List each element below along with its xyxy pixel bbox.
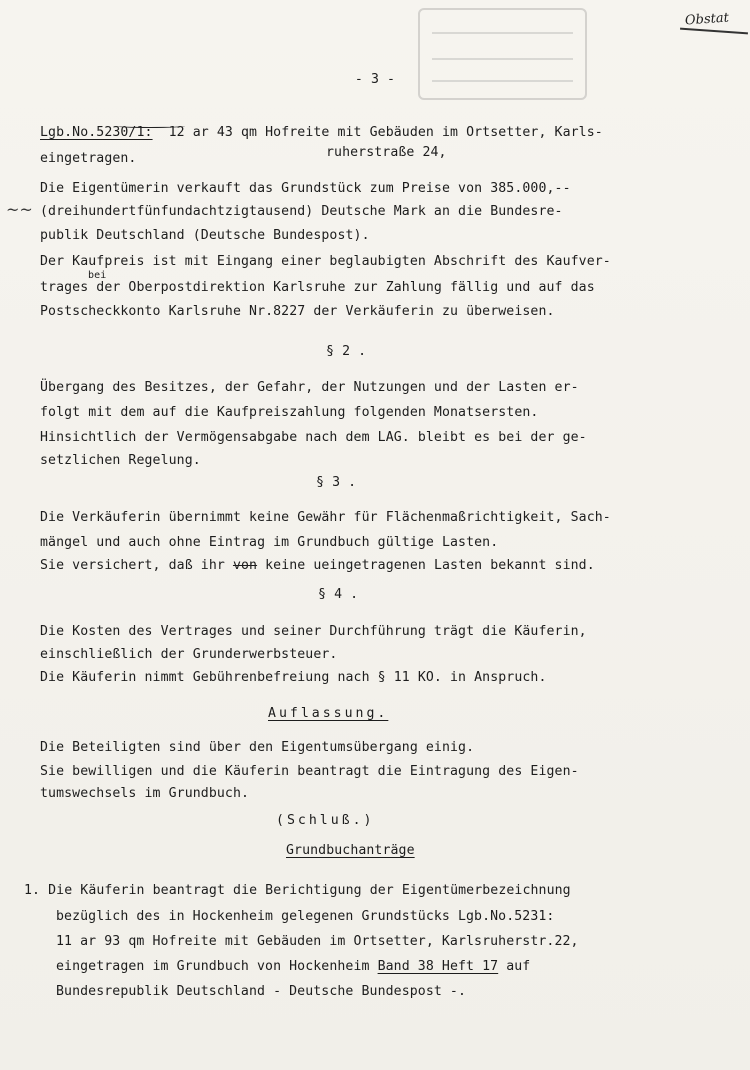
line-auf-3: tumswechsels im Grundbuch. (40, 786, 250, 801)
auflassung-heading: Auflassung. (268, 706, 389, 721)
line-s4-3: Die Käuferin nimmt Gebührenbefreiung nach § 11 KO. in Anspruch. (40, 670, 547, 685)
line-antrag-4: eingetragen im Grundbuch von Hockenheim Band 38 Heft 17 auf (56, 959, 531, 974)
line-auf-1: Die Beteiligten sind über den Eigentumsübergang einig. (40, 740, 475, 755)
line-payment-2: trages der Oberpostdirektion Karlsruhe zur Zahlung fällig und auf das (40, 280, 595, 295)
line-auf-2: Sie bewilligen und die Käuferin beantragt die Eintragung des Eigen- (40, 764, 579, 779)
line-s2-1: Übergang des Besitzes, der Gefahr, der Nutzungen und der Lasten er- (40, 380, 579, 395)
faint-top-scrawl (200, 2, 430, 22)
line-address: ruherstraße 24, (326, 145, 447, 160)
line-s4-1: Die Kosten des Vertrages und seiner Durchführung trägt die Käuferin, (40, 624, 587, 639)
schluss-marker: (Schluß.) (276, 813, 375, 828)
line-s3-2: mängel und auch ohne Eintrag im Grundbuch gültige Lasten. (40, 535, 499, 550)
line-price: Die Eigentümerin verkauft das Grundstück zum Preise von 385.000,-- (40, 181, 571, 196)
section-3-heading: § 3 . (316, 475, 357, 490)
line-eingetragen: eingetragen. (40, 151, 137, 166)
annotation-underline (680, 28, 748, 35)
handwritten-annotation: Obstat (684, 10, 730, 29)
line-payment-1: Der Kaufpreis ist mit Eingang einer beglaubigten Abschrift des Kaufver- (40, 254, 611, 269)
line-s2-2: folgt mit dem auf die Kaufpreiszahlung folgenden Monatsersten. (40, 405, 539, 420)
line-buyer: publik Deutschland (Deutsche Bundespost). (40, 228, 370, 243)
handwritten-underline-mark (115, 124, 185, 128)
line-price-words: (dreihundertfünfundachtzigtausend) Deutsche Mark an die Bundesre- (40, 204, 563, 219)
line-s2-4: setzlichen Regelung. (40, 453, 201, 468)
line-s3-1: Die Verkäuferin übernimmt keine Gewähr für Flächenmaßrichtigkeit, Sach- (40, 510, 611, 525)
line-s2-3: Hinsichtlich der Vermögensabgabe nach dem LAG. bleibt es bei der ge- (40, 430, 587, 445)
lgb-reference: Lgb.No.5230/1: (40, 125, 153, 140)
reverse-side-bleed-through (330, 95, 740, 815)
line-payment-3: Postscheckkonto Karlsruhe Nr.8227 der Verkäuferin zu überweisen. (40, 304, 555, 319)
line-lgb-5230: Lgb.No.5230/1: 12 ar 43 qm Hofreite mit Gebäuden im Ortsetter, Karls- (40, 125, 603, 140)
grundbuch-heading: Grundbuchanträge (286, 843, 415, 858)
struck-word: von (232, 558, 258, 573)
line-antrag-2: bezüglich des in Hockenheim gelegenen Grundstücks Lgb.No.5231: (56, 909, 555, 924)
line-antrag-5: Bundesrepublik Deutschland - Deutsche Bundespost -. (56, 984, 467, 999)
margin-mark: ~~ (6, 200, 33, 219)
section-2-heading: § 2 . (326, 344, 367, 359)
line-antrag-3: 11 ar 93 qm Hofreite mit Gebäuden im Ortsetter, Karlsruherstr.22, (56, 934, 579, 949)
inserted-word: bei (88, 270, 107, 281)
band-heft-reference: Band 38 Heft 17 (377, 959, 499, 974)
line-s3-3: Sie versichert, daß ihr von keine ueingetragenen Lasten bekannt sind. (40, 558, 595, 573)
line-s4-2: einschließlich der Grunderwerbsteuer. (40, 647, 338, 662)
section-4-heading: § 4 . (318, 587, 359, 602)
line-antrag-1: 1. Die Käuferin beantragt die Berichtigung der Eigentümerbezeichnung (24, 883, 571, 898)
page-number: - 3 - (354, 72, 396, 87)
